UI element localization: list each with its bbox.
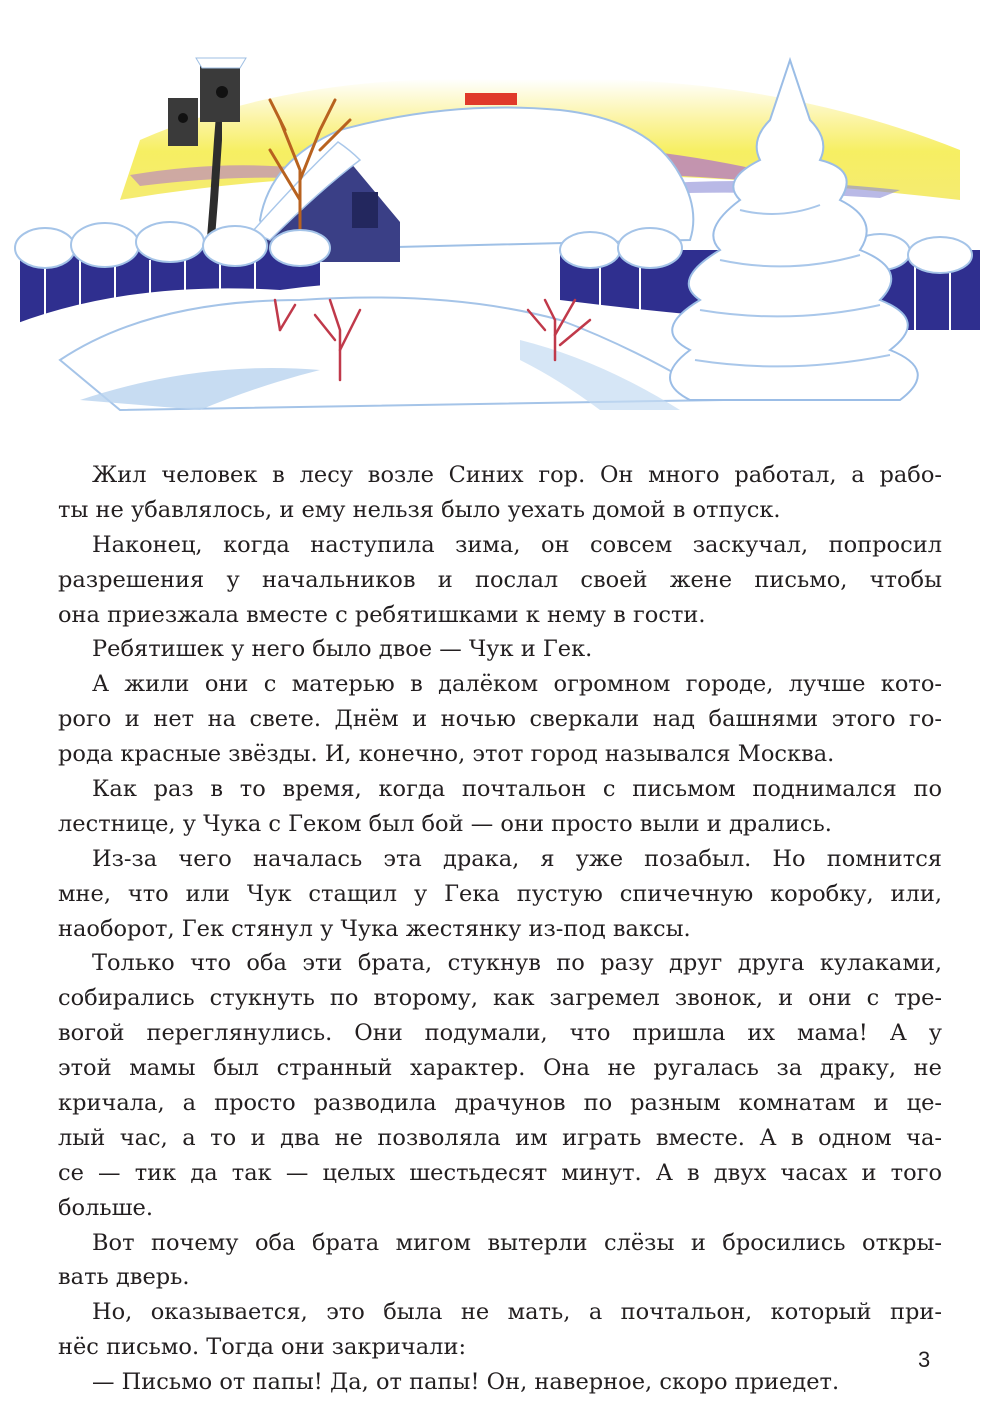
text-line: Только что оба эти брата, стукнув по разу друг друга кулаками, — [92, 950, 942, 977]
text-line: Наконец, когда наступила зима, он совсем заскучал, попросил — [92, 531, 942, 558]
text-line: вогой переглянулись. Они подумали, что пришла их мама! А у — [58, 1020, 942, 1047]
text-line: мне, что или Чук стащил у Гека пустую спичечную коробку, или, — [58, 880, 942, 907]
text-line: лый час, а то и два не позволяла им играть вместе. А в одном ча- — [58, 1124, 942, 1151]
text-line: Вот почему оба брата мигом вытерли слёзы и бросились откры- — [92, 1229, 942, 1256]
text-line: А жили они с матерью в далёком огромном городе, лучше кото- — [92, 671, 942, 698]
winter-house-illustration — [0, 0, 1000, 440]
page-number: 3 — [918, 1347, 931, 1372]
text-line: этой мамы был странный характер. Она не ругалась за драку, не — [58, 1055, 942, 1082]
text-line: рода красные звёзды. И, конечно, этот город назывался Москва. — [58, 741, 835, 768]
text-line: Но, оказывается, это была не мать, а почтальон, который при- — [92, 1299, 942, 1326]
text-line: кричала, а просто разводила драчунов по разным комнатам и це- — [58, 1090, 942, 1117]
paragraph-2 — [58, 528, 942, 633]
text-line: разрешения у начальников и послал своей жене письмо, чтобы — [58, 566, 942, 593]
text-line: лестнице, у Чука с Геком был бой — они просто выли и дрались. — [58, 810, 832, 837]
text-line: рого и нет на свете. Днём и ночью сверкали над башнями этого го- — [58, 706, 942, 733]
paragraph-4 — [58, 667, 942, 772]
text-line: ты не убавлялось, и ему нельзя было уехать домой в отпуск. — [58, 496, 781, 523]
paragraph-6 — [58, 842, 942, 947]
text-line: Ребятишек у него было двое — Чук и Гек. — [92, 636, 593, 663]
text-line: она приезжала вместе с ребятишками к нему в гости. — [58, 601, 706, 628]
story-text — [58, 458, 942, 1400]
house-window-icon — [352, 192, 378, 228]
text-line: больше. — [58, 1194, 154, 1221]
paragraph-3 — [58, 632, 942, 667]
paragraph-7 — [58, 946, 942, 1225]
paragraph-10 — [58, 1365, 942, 1400]
text-line: Жил человек в лесу возле Синих гор. Он много работал, а рабо- — [92, 462, 942, 488]
text-line: собирались стукнуть по второму, как загремел звонок, и они с тре- — [58, 985, 942, 1012]
text-line: — Письмо от папы! Да, от папы! Он, наверное, скоро приедет. — [92, 1369, 840, 1396]
text-line: се — тик да так — целых шестьдесят минут. А в двух часах и того — [58, 1159, 942, 1186]
paragraph-9 — [58, 1295, 942, 1365]
chimney-icon — [465, 93, 517, 105]
text-line: нёс письмо. Тогда они закричали: — [58, 1334, 467, 1361]
text-line: наоборот, Гек стянул у Чука жестянку из-под ваксы. — [58, 915, 691, 942]
paragraph-8 — [58, 1226, 942, 1296]
paragraph-5 — [58, 772, 942, 842]
text-line: Как раз в то время, когда почтальон с письмом поднимался по — [92, 776, 942, 803]
text-line: вать дверь. — [58, 1264, 190, 1291]
text-line: Из-за чего началась эта драка, я уже позабыл. Но помнится — [92, 845, 942, 872]
paragraph-1 — [58, 458, 942, 528]
